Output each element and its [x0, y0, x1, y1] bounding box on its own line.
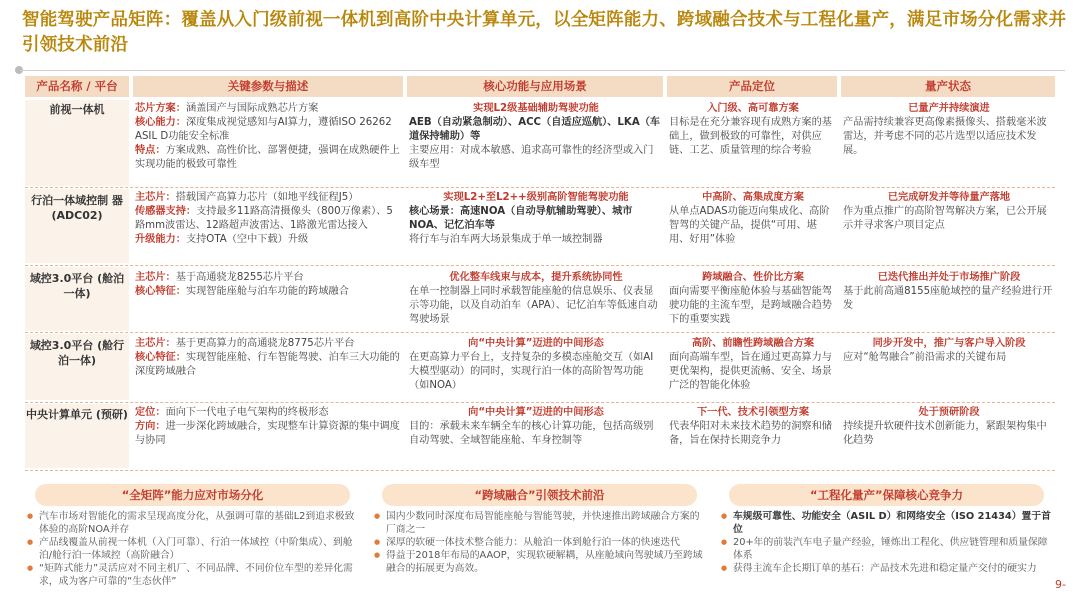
param-text: 基于更高算力的高通骁龙8775芯片平台	[175, 338, 355, 349]
status-cell	[843, 337, 1055, 402]
positioning-text: 目标是在充分兼容现有成熟方案的基础上，做到极致的可靠性，对供应链、工艺、质量管理的综合考验	[669, 117, 832, 156]
param-label: 核心特征：	[135, 286, 186, 297]
param-label: 核心能力：	[135, 117, 186, 128]
param-label: 升级能力：	[135, 234, 186, 245]
header-key-params: 关键参数与描述	[133, 76, 403, 97]
header-product-name: 产品名称 / 平台	[25, 76, 129, 97]
params-cell	[135, 102, 403, 186]
param-label: 传感器支持：	[135, 206, 197, 217]
status-text: 作为重点推广的高阶智驾解决方案，已公开展示并寻求客户项目定点	[843, 206, 1047, 231]
status-title: 已完成研发并等待量产落地	[887, 192, 1011, 203]
row-name-line: (预研)	[95, 408, 128, 421]
function-cell	[409, 337, 663, 402]
row-name-line: (舱泊一体)	[63, 272, 125, 300]
status-cell	[843, 271, 1055, 332]
param-item	[135, 116, 403, 144]
param-text: 支持OTA（空中下载）升级	[185, 234, 309, 245]
param-item	[135, 406, 403, 420]
param-text: 面向下一代电子电气架构的终极形态	[165, 407, 329, 418]
status-title: 已量产并持续演进	[908, 103, 990, 114]
positioning-cell	[669, 406, 837, 469]
function-line: 将行车与泊车两大场景集成于单一域控制器	[409, 234, 603, 245]
param-item	[135, 351, 403, 379]
function-line: 在更高算力平台上，支持复杂的多模态座舱交互（如AI大模型驱动）的同时，实现行泊一体的高阶智驾功能（如NOA）	[409, 352, 654, 391]
summary-bullet: ● 深厚的软硬一体技术整合能力：从舱泊一体到舱行泊一体的快速迭代	[374, 536, 707, 549]
param-item	[135, 233, 403, 247]
params-cell	[135, 337, 403, 401]
positioning-text: 面向需要平衡座舱体验与基础智能驾驶功能的主流车型，是跨域融合趋势下的重要实践	[669, 286, 832, 325]
params-cell	[135, 271, 403, 331]
positioning-title: 高阶、前瞻性跨域融合方案	[691, 338, 815, 349]
row-separator	[25, 265, 1055, 266]
param-text: 涵盖国产与国际成熟芯片方案	[185, 103, 319, 114]
status-text: 基于此前高通8155座舱域控的量产经验进行开发	[843, 286, 1053, 311]
param-label: 主芯片：	[135, 192, 176, 203]
param-item	[135, 191, 403, 205]
param-item	[135, 144, 403, 172]
positioning-text: 面向高端车型，旨在通过更高算力与更优架构，提供更流畅、安全、场景广泛的智能化体验	[669, 352, 832, 391]
row-name-line: 域控3.0平台	[29, 339, 94, 352]
row-name-adc02	[25, 193, 129, 223]
status-cell	[843, 191, 1055, 265]
summary-full-matrix	[25, 484, 360, 598]
function-title: 向“中央计算”迈进的中间形态	[468, 407, 604, 418]
summary-bullet: ● 汽车市场对智能化的需求呈现高度分化，从强调可靠的基础L2到追求极致体验的高阶NOA并存	[27, 510, 360, 536]
status-title: 已迭代推出并处于市场推广阶段	[877, 272, 1021, 283]
positioning-cell	[669, 191, 837, 265]
function-line: 在单一控制器上同时承载智能座舱的信息娱乐、仪表显示等功能，以及自动泊车（APA）、记忆泊车等低速自动驾驶场景	[409, 286, 658, 325]
header-core-functions: 核心功能与应用场景	[407, 76, 663, 97]
param-item	[135, 271, 403, 285]
param-text: 进一步深化跨域融合，实现整车计算资源的集中调度与协同	[135, 421, 400, 446]
params-cell	[135, 406, 403, 468]
status-title: 同步开发中，推广与客户导入阶段	[872, 338, 1026, 349]
summary-bullet: ● 获得主流车企长期订单的基石：产品技术先进和稳定量产交付的硬实力	[721, 562, 1054, 575]
param-text: 深度集成视觉感知与AI算力，遵循ISO 26262 ASIL D功能安全标准	[135, 117, 392, 142]
row-name-line: (舱行泊一体)	[57, 339, 125, 367]
page-title: 智能驾驶产品矩阵：覆盖从入门级前视一体机到高阶中央计算单元，以全矩阵能力、跨域融合技术与工程化量产，满足市场分化需求并引领技术前沿	[22, 10, 1067, 55]
status-cell	[843, 406, 1055, 469]
param-text: 方案成熟、高性价比、部署便捷，强调在成熟硬件上实现功能的极致可靠性	[135, 145, 400, 170]
function-title: 向“中央计算”迈进的中间形态	[468, 338, 604, 349]
params-cell	[135, 191, 403, 265]
summary-bullets	[721, 510, 1054, 575]
summary-bullet: ● 20+年的前装汽车电子量产经验，锤炼出工程化、供应链管理和质量保障体系	[721, 536, 1054, 562]
row-name-cabin-parking	[25, 271, 129, 301]
param-item	[135, 337, 403, 351]
row-separator	[25, 332, 1055, 333]
function-title: 优化整车线束与成本，提升系统协同性	[449, 272, 623, 283]
function-title: 实现L2级基础辅助驾驶功能	[473, 103, 599, 114]
param-label: 特点：	[135, 145, 166, 156]
param-text: 实现智能座舱、行车智能驾驶、泊车三大功能的深度跨域融合	[135, 352, 400, 377]
summary-bullet: ● 得益于2018年布局的AAOP，实现软硬解耦，从座舱域向驾驶域乃至跨域融合的拓展更为高效。	[374, 549, 707, 575]
positioning-title: 下一代、技术引领型方案	[696, 407, 810, 418]
function-line: 主要应用：对成本敏感、追求高可靠性的经济型或入门级车型	[409, 145, 654, 170]
summary-title: “跨域融合”引领技术前沿	[382, 484, 697, 506]
param-item	[135, 205, 403, 233]
param-label: 方向：	[135, 421, 166, 432]
positioning-text: 从单点ADAS功能迈向集成化、高阶智驾的关键产品，提供“可用、堪用、好用”体验	[669, 206, 830, 245]
row-name-line: 行泊一体域控制	[31, 194, 109, 207]
param-item	[135, 420, 403, 448]
status-cell	[843, 102, 1055, 186]
status-text: 持续提升软硬件技术创新能力，紧跟架构集中化趋势	[843, 421, 1047, 446]
positioning-cell	[669, 271, 837, 332]
row-separator	[25, 402, 1055, 403]
summary-bullet: ● 国内少数同时深度布局智能座舱与智能驾驶，并快速推出跨域融合方案的厂商之一	[374, 510, 707, 536]
function-title: 实现L2+至L2++级别高阶智能驾驶功能	[443, 192, 629, 203]
summary-bullet: ● 产品线覆盖从前视一体机（入门可靠）、行泊一体域控（中阶集成）、到舱泊/舱行泊一体域控（高阶融合）	[27, 536, 360, 562]
param-label: 定位：	[135, 407, 166, 418]
function-cell	[409, 406, 663, 469]
function-line: 核心场景：高速NOA（自动导航辅助驾驶）、城市NOA、记忆泊车等	[409, 206, 633, 231]
status-text: 产品需持续兼容更高像素摄像头、搭载毫米波雷达，并考虑不同的芯片选型以适应技术发展。	[843, 117, 1047, 156]
row-name-cabin-driving-parking	[25, 338, 129, 368]
row-name-line: 中央计算单元	[26, 408, 93, 421]
summary-bullet: ● 车规级可靠性、功能安全（ASIL D）和网络安全（ISO 21434）置于首位	[721, 510, 1054, 536]
row-separator	[25, 187, 1055, 188]
param-text: 搭载国产高算力芯片（如地平线征程J5）	[175, 192, 359, 203]
summary-bullet: ● “矩阵式能力”灵活应对不同主机厂、不同品牌、不同价位车型的差异化需求，成为客户可靠的“生态伙伴”	[27, 562, 360, 588]
summary-title: “工程化量产”保障核心竞争力	[729, 484, 1044, 506]
row-name-front-camera	[25, 102, 129, 117]
function-cell	[409, 271, 663, 332]
param-text: 实现智能座舱与泊车功能的跨域融合	[185, 286, 349, 297]
param-item	[135, 285, 403, 299]
row-name-line: 域控3.0平台	[29, 272, 94, 285]
summary-bullets	[374, 510, 707, 575]
positioning-cell	[669, 102, 837, 186]
function-line: 目的：承载未来车辆全车的核心计算功能，包括高级别自动驾驶、全域智能座舱、车身控制等	[409, 421, 654, 446]
positioning-title: 跨域融合、性价比方案	[702, 272, 804, 283]
param-label: 核心特征：	[135, 352, 186, 363]
function-cell	[409, 191, 663, 265]
status-title: 处于预研阶段	[918, 407, 980, 418]
header-positioning: 产品定位	[667, 76, 837, 97]
summary-bullets	[27, 510, 360, 588]
param-label: 主芯片：	[135, 338, 176, 349]
summary-mass-production	[719, 484, 1054, 598]
function-cell	[409, 102, 663, 186]
function-line: AEB（自动紧急制动）、ACC（自适应巡航）、LKA（车道保持辅助）等	[409, 117, 661, 142]
positioning-title: 入门级、高可靠方案	[707, 103, 799, 114]
positioning-text: 代表华阳对未来技术趋势的洞察和储备，旨在保持长期竞争力	[669, 421, 832, 446]
status-text: 应对“舱驾融合”前沿需求的关键布局	[843, 352, 1007, 363]
positioning-cell	[669, 337, 837, 402]
page-number: 9-	[1055, 578, 1066, 591]
title-divider	[20, 70, 1065, 71]
row-name-line: 前视一体机	[49, 103, 105, 116]
param-text: 支持最多11路高清摄像头（800万像素）、5路mm波雷达、12路超声波雷达、1路激光雷达接入	[135, 206, 393, 231]
row-separator	[25, 470, 1055, 471]
row-name-line: 器 (ADC02)	[51, 194, 123, 222]
summary-cross-domain	[372, 484, 707, 598]
param-label: 芯片方案：	[135, 103, 186, 114]
header-production-status: 量产状态	[841, 76, 1055, 97]
param-text: 基于高通骁龙8255芯片平台	[175, 272, 304, 283]
row-name-central-compute	[25, 407, 129, 422]
positioning-title: 中高阶、高集成度方案	[702, 192, 804, 203]
summary-title: “全矩阵”能力应对市场分化	[35, 484, 350, 506]
param-label: 主芯片：	[135, 272, 176, 283]
param-item	[135, 102, 403, 116]
